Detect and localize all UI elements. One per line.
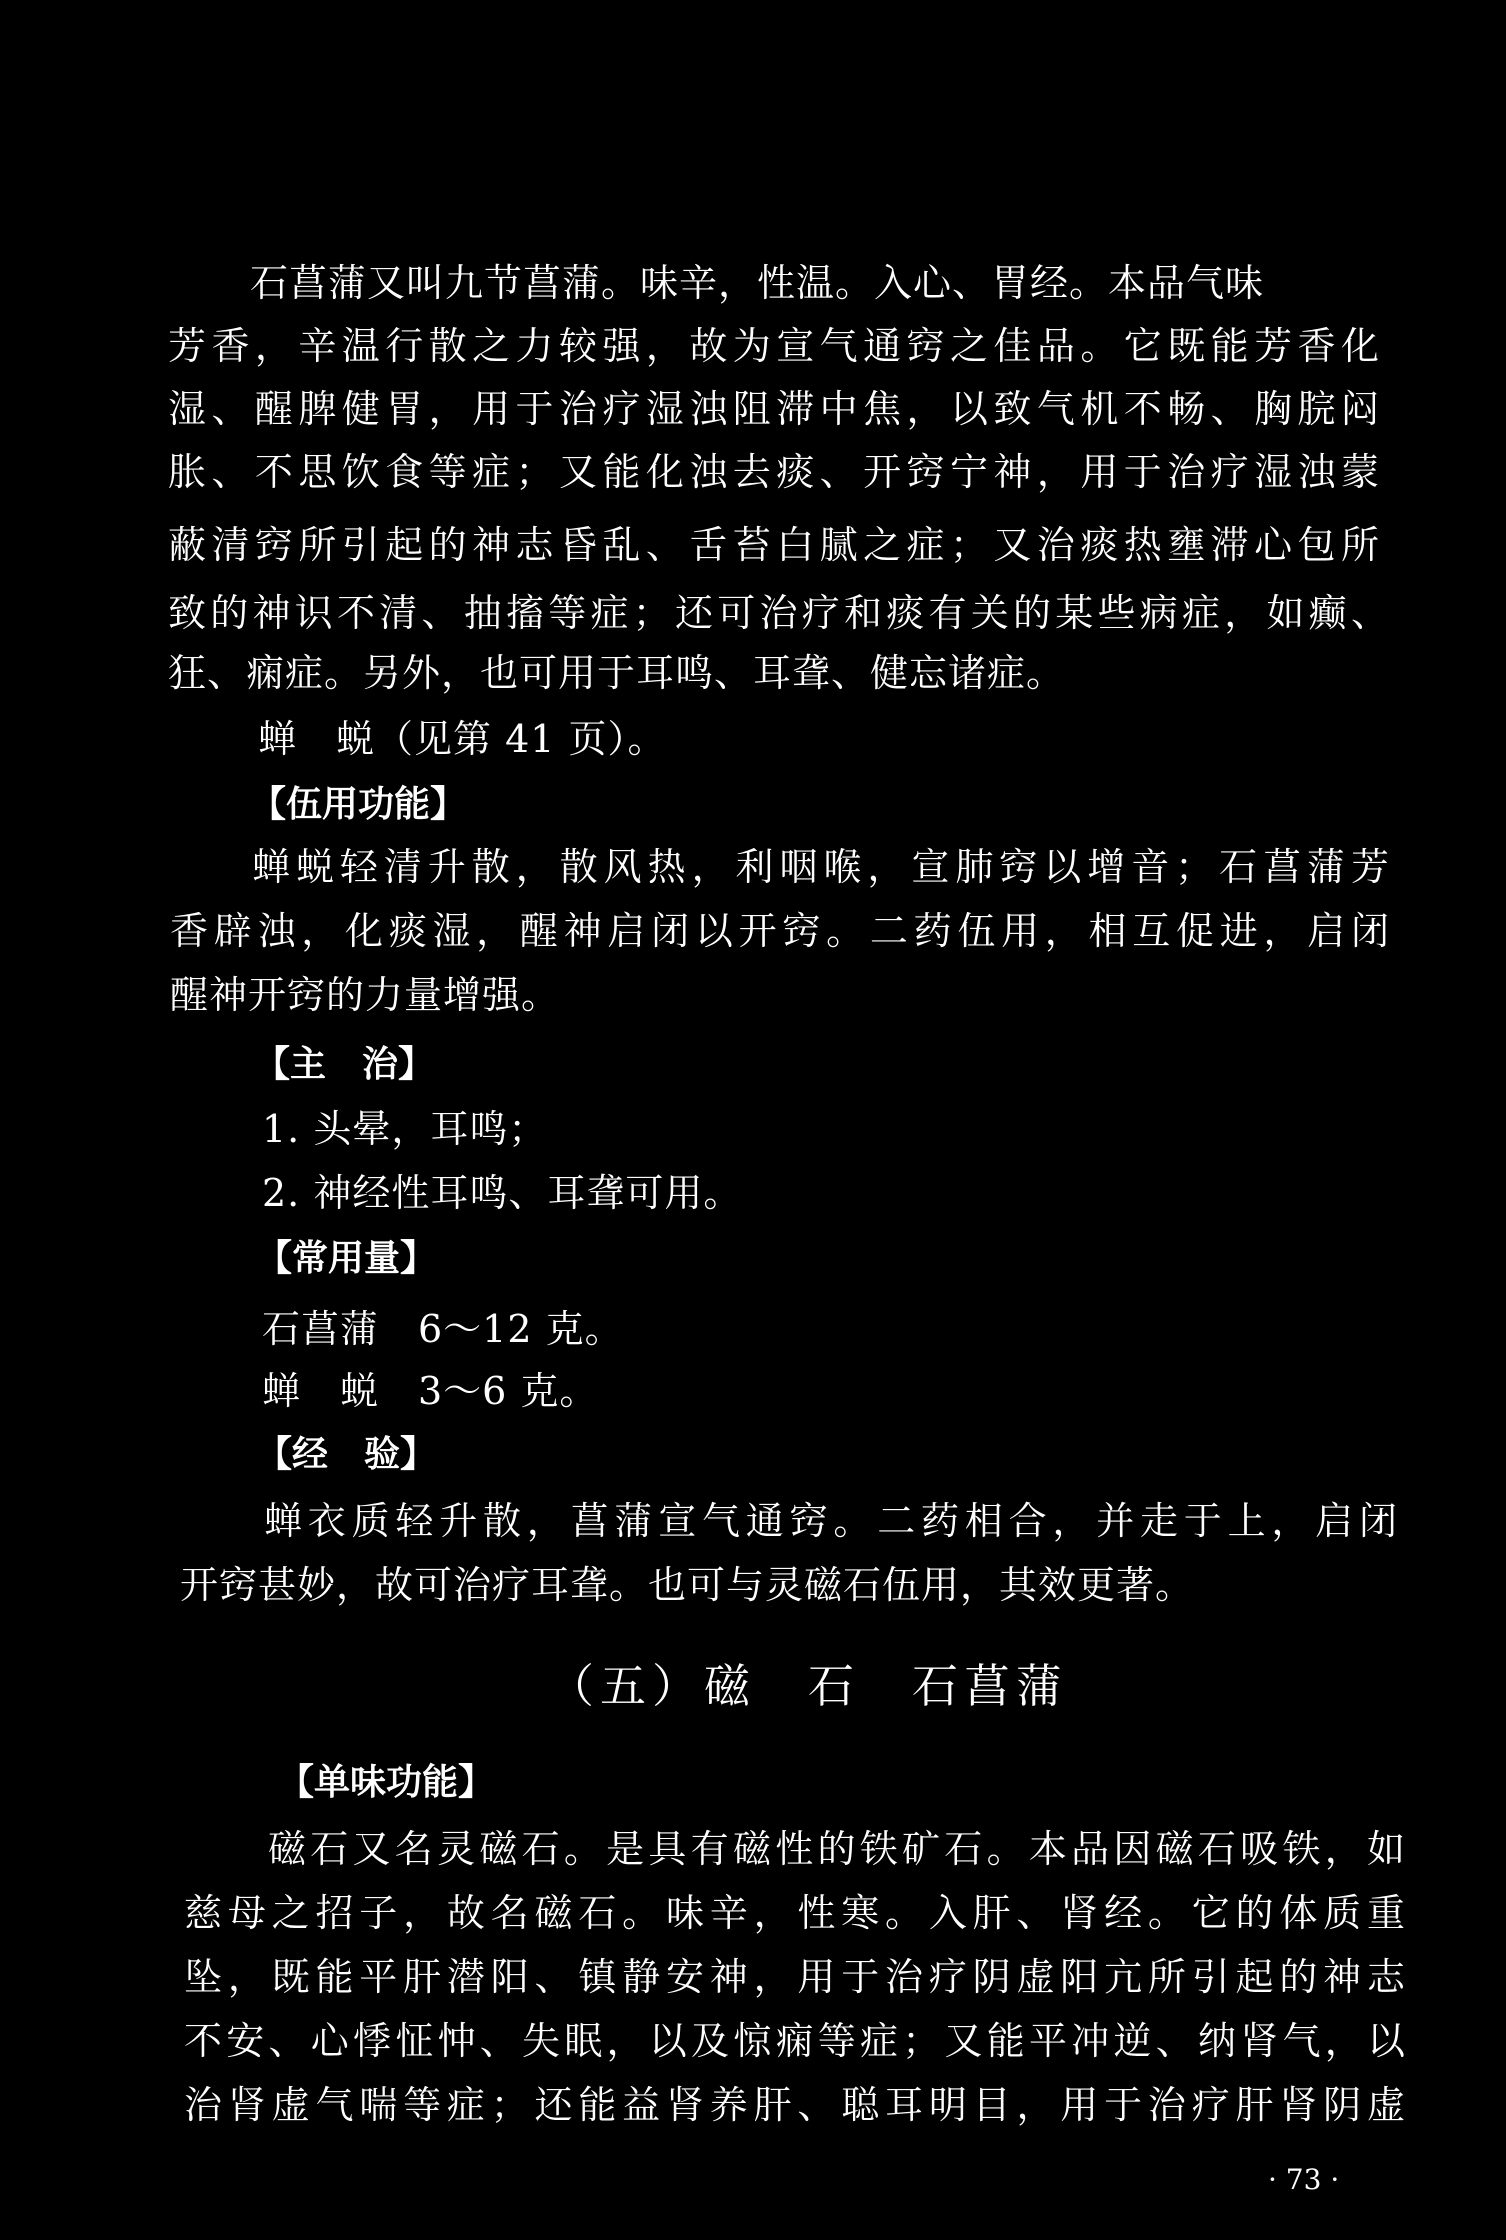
paragraph-3-line-1: 蝉衣质轻升散，菖蒲宣气通窍。二药相合，并走于上，启闭 bbox=[264, 1499, 1398, 1543]
paragraph-1-line-6: 致的神识不清、抽搐等症；还可治疗和痰有关的某些病症，如癫、 bbox=[168, 591, 1390, 635]
paragraph-1-line-1: 石菖蒲又叫九节菖蒲。味辛，性温。入心、胃经。本品气味 bbox=[250, 261, 1265, 305]
heading-single-function: 【单味功能】 bbox=[278, 1762, 495, 1803]
paragraph-4-line-1: 磁石又名灵磁石。是具有磁性的铁矿石。本品因磁石吸铁，如 bbox=[268, 1827, 1406, 1871]
page-number: · 73 · bbox=[1268, 2163, 1340, 2196]
paragraph-2-line-2: 香辟浊，化痰湿，醒神启闭以开窍。二药伍用，相互促进，启闭 bbox=[170, 909, 1390, 953]
dosage-item-1: 石菖蒲 6～12 克。 bbox=[262, 1307, 624, 1351]
paragraph-4-line-2: 慈母之招子，故名磁石。味辛，性寒。入肝、肾经。它的体质重 bbox=[184, 1891, 1406, 1935]
paragraph-1-line-3: 湿、醒脾健胃，用于治疗湿浊阻滞中焦，以致气机不畅、胸脘闷 bbox=[168, 387, 1380, 431]
paragraph-2-line-1: 蝉蜕轻清升散，散风热，利咽喉，宣肺窍以增音；石菖蒲芳 bbox=[252, 845, 1390, 889]
paragraph-3-line-2: 开窍甚妙，故可治疗耳聋。也可与灵磁石伍用，其效更著。 bbox=[180, 1563, 1195, 1607]
heading-indications: 【主 治】 bbox=[254, 1044, 435, 1085]
indication-item-2: 2. 神经性耳鸣、耳聋可用。 bbox=[262, 1171, 743, 1215]
paragraph-1-line-2: 芳香，辛温行散之力较强，故为宣气通窍之佳品。它既能芳香化 bbox=[168, 324, 1380, 368]
paragraph-2-line-3: 醒神开窍的力量增强。 bbox=[170, 973, 561, 1017]
dosage-item-2: 蝉 蜕 3～6 克。 bbox=[262, 1369, 599, 1413]
indication-item-1: 1. 头晕，耳鸣； bbox=[262, 1107, 548, 1151]
paragraph-4-line-5: 治肾虚气喘等症；还能益肾养肝、聪耳明目，用于治疗肝肾阴虚 bbox=[184, 2083, 1406, 2127]
paragraph-1-line-7: 狂、痫症。另外，也可用于耳鸣、耳聋、健忘诸症。 bbox=[168, 651, 1066, 695]
heading-combined-function: 【伍用功能】 bbox=[250, 784, 467, 825]
paragraph-4-line-4: 不安、心悸怔忡、失眠，以及惊痫等症；又能平冲逆、纳肾气，以 bbox=[184, 2019, 1406, 2063]
heading-dosage: 【常用量】 bbox=[256, 1238, 437, 1279]
chantui-reference: 蝉 蜕（见第 41 页）。 bbox=[258, 717, 667, 761]
paragraph-1-line-5: 蔽清窍所引起的神志昏乱、舌苔白腻之症；又治痰热壅滞心包所 bbox=[168, 523, 1380, 567]
paragraph-4-line-3: 坠，既能平肝潜阳、镇静安神，用于治疗阴虚阳亢所引起的神志 bbox=[184, 1955, 1406, 1999]
paragraph-1-line-4: 胀、不思饮食等症；又能化浊去痰、开窍宁神，用于治疗湿浊蒙 bbox=[168, 450, 1380, 494]
section-title: （五）磁 石 石菖蒲 bbox=[548, 1659, 1068, 1713]
heading-experience: 【经 验】 bbox=[256, 1434, 437, 1475]
